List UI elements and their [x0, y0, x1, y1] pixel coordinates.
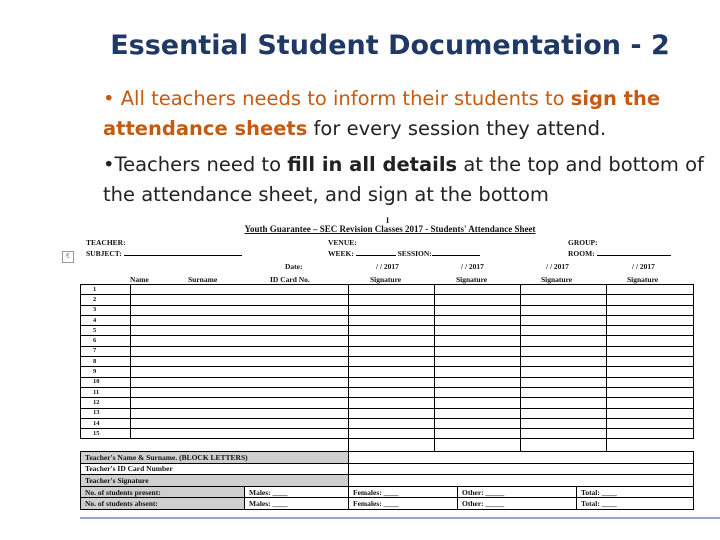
- bullet1-suffix: for every session they attend.: [307, 117, 607, 140]
- col-signature-3: Signature: [541, 275, 573, 284]
- row-cells: [131, 357, 694, 367]
- row-cells: [131, 295, 694, 305]
- col-signature-2: Signature: [456, 275, 488, 284]
- date-4: / / 2017: [632, 262, 655, 271]
- row-cells: [131, 285, 694, 295]
- col-id: ID Card No.: [270, 275, 310, 284]
- row-cells: [131, 387, 694, 397]
- bullet1-bold: sign the attendance sheets: [103, 87, 661, 140]
- row-number: 3: [81, 305, 131, 315]
- table-row: [81, 398, 694, 408]
- bullet-sign-sheets: [103, 84, 713, 144]
- col-surname: Surname: [188, 275, 218, 284]
- col-signature-1: Signature: [370, 275, 402, 284]
- row-number: 11: [81, 387, 131, 397]
- table-row: [81, 367, 694, 377]
- row-cells: [131, 429, 694, 439]
- date-label: Date:: [285, 262, 303, 271]
- week-session-label: WEEK: SESSION:: [328, 249, 480, 258]
- row-number: 4: [81, 315, 131, 325]
- bullet1-prefix: • All teachers needs to inform their students to: [103, 87, 571, 110]
- row-cells: [131, 367, 694, 377]
- footer-present-males: Males: ____: [245, 486, 349, 498]
- footer-absent-other: Other: _____: [458, 498, 577, 510]
- row-number: 10: [81, 377, 131, 387]
- bullet-fill-details: [103, 150, 713, 210]
- sheet-title: Youth Guarantee – SEC Revision Classes 2017 - Students' Attendance Sheet: [244, 224, 536, 234]
- attendance-grid: [80, 284, 694, 439]
- table-row: [81, 326, 694, 336]
- bullet2-suffix: at the top and bottom of the attendance sheet, and sign at the bottom: [103, 153, 704, 206]
- table-row: [81, 315, 694, 325]
- row-number: 12: [81, 398, 131, 408]
- table-row: [81, 295, 694, 305]
- date-2: / / 2017: [461, 262, 484, 271]
- col-signature-4: Signature: [627, 275, 659, 284]
- row-number: 9: [81, 367, 131, 377]
- footer-present: No. of students present:: [81, 486, 245, 498]
- table-row: [81, 377, 694, 387]
- row-number: 13: [81, 408, 131, 418]
- row-number: 2: [81, 295, 131, 305]
- row-cells: [131, 346, 694, 356]
- footer-teacher-signature: Teacher's Signature: [81, 475, 349, 487]
- row-number: 8: [81, 357, 131, 367]
- attendance-sheet-image: [80, 218, 694, 518]
- table-row: [81, 408, 694, 418]
- slide-title: Essential Student Documentation - 2: [110, 30, 670, 61]
- row-cells: [131, 315, 694, 325]
- row-cells: [131, 377, 694, 387]
- row-number: 14: [81, 418, 131, 428]
- group-label: GROUP:: [568, 238, 598, 247]
- footer-absent-females: Females: ____: [349, 498, 458, 510]
- row-number: 1: [81, 285, 131, 295]
- row-number: 5: [81, 326, 131, 336]
- table-row: [81, 305, 694, 315]
- row-cells: [131, 305, 694, 315]
- footer-absent: No. of students absent:: [81, 498, 245, 510]
- row-cells: [131, 326, 694, 336]
- table-row: [81, 336, 694, 346]
- subject-label: SUBJECT:: [86, 249, 242, 258]
- teacher-label: TEACHER:: [86, 238, 126, 247]
- row-number: 7: [81, 346, 131, 356]
- row-cells: [131, 336, 694, 346]
- table-row: [81, 429, 694, 439]
- footer-absent-total: Total: ____: [577, 498, 694, 510]
- footer-teacher-name: Teacher's Name & Surname. (BLOCK LETTERS): [81, 452, 349, 464]
- bullet2-bold: fill in all details: [287, 153, 458, 176]
- room-label: ROOM:: [568, 249, 671, 258]
- sheet-footer: [80, 451, 694, 510]
- table-row: [81, 387, 694, 397]
- row-number: 15: [81, 429, 131, 439]
- row-cells: [131, 418, 694, 428]
- date-1: / / 2017: [376, 262, 399, 271]
- bottom-divider: [80, 517, 720, 519]
- footer-present-females: Females: ____: [349, 486, 458, 498]
- row-number: 6: [81, 336, 131, 346]
- row-cells: [131, 398, 694, 408]
- row-cells: [131, 408, 694, 418]
- date-3: / / 2017: [546, 262, 569, 271]
- footer-present-other: Other: _____: [458, 486, 577, 498]
- footer-teacher-id: Teacher's ID Card Number: [81, 463, 349, 475]
- small-icon: €: [62, 251, 74, 263]
- col-name: Name: [130, 275, 149, 284]
- footer-absent-males: Males: ____: [245, 498, 349, 510]
- venue-label: VENUE:: [328, 238, 357, 247]
- table-row: [81, 418, 694, 428]
- footer-present-total: Total: ____: [577, 486, 694, 498]
- sheet-marker: I: [386, 216, 390, 225]
- bullet2-prefix: •Teachers need to: [103, 153, 288, 176]
- table-row: [81, 357, 694, 367]
- table-row: [81, 285, 694, 295]
- table-row: [81, 346, 694, 356]
